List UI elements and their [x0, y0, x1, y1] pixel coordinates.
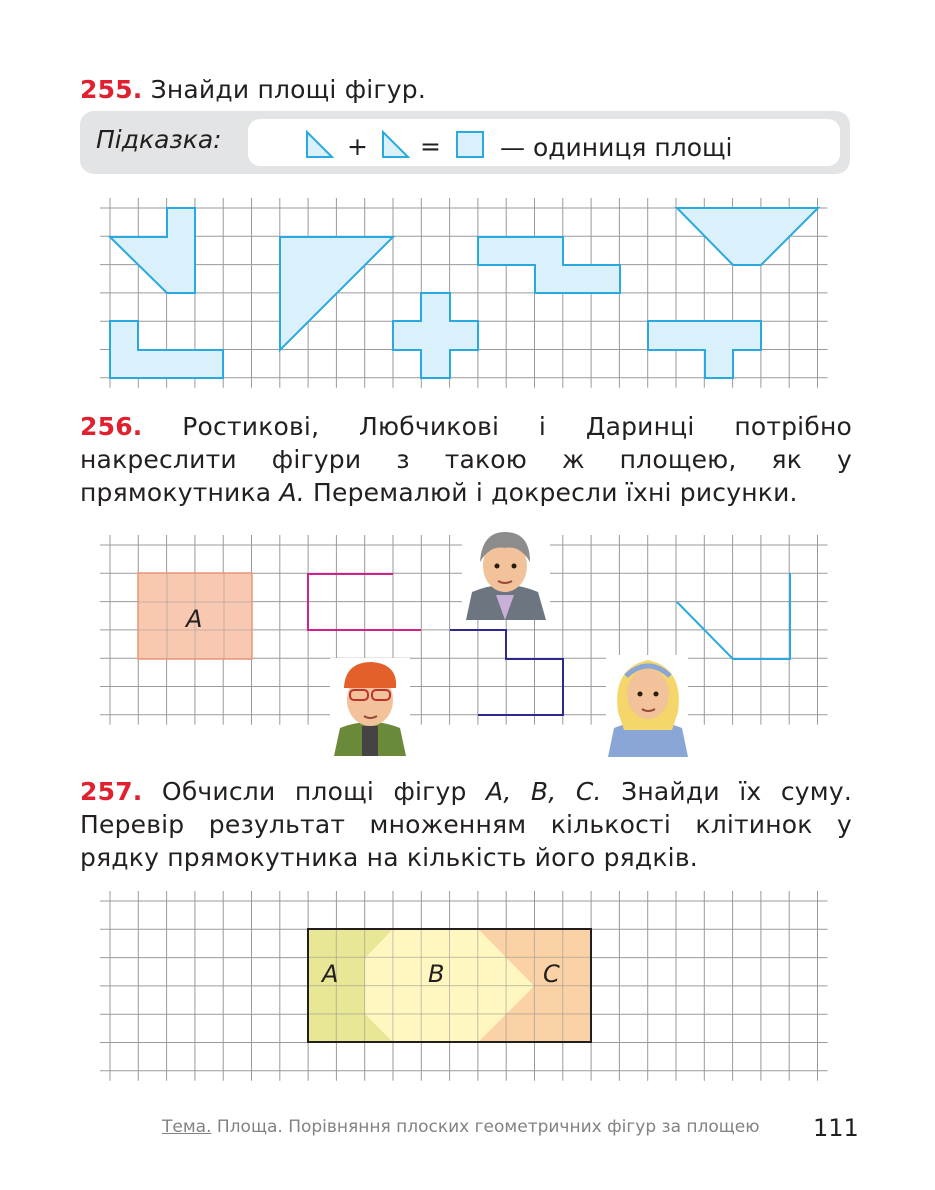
hint-text: — одиниця площі — [500, 133, 733, 162]
figure-a-label: А — [322, 960, 339, 988]
figure-b-label: В — [428, 960, 445, 988]
page-number: 111 — [813, 1114, 859, 1142]
hint-label: Підказка: — [96, 125, 222, 154]
task-text-part1: Ростикові, Любчикові і Даринці потрібно накреслити фігури з такою ж площею, як у прямокутника — [80, 412, 852, 507]
figure-c-label: С — [543, 960, 560, 988]
task-text: Знайди площі фігур. — [142, 75, 426, 104]
hint-plus: + — [347, 132, 368, 161]
footer-tema: Тема. — [162, 1117, 212, 1137]
task-text-italic: А. — [279, 478, 305, 507]
task-text-part2: Знайди їх суму. Перевір результат множенням кількості клітинок у рядку прямокутника на кількість його рядків. — [80, 777, 852, 872]
task-number: 255. — [80, 75, 143, 104]
task-text-part1: Обчисли площі фігур — [142, 777, 487, 806]
footer-text: Площа. Порівняння плоских геометричних фігур за площею — [211, 1117, 760, 1137]
task-number: 257. — [80, 777, 143, 806]
task-text-italic: А, В, С. — [486, 777, 602, 806]
task-text-part2: Перемалюй і докресли їхні рисунки. — [304, 478, 798, 507]
hint-equals: = — [420, 132, 441, 161]
task-number: 256. — [80, 412, 143, 441]
rect-a-label: А — [186, 605, 203, 633]
footer-topic — [162, 1117, 760, 1137]
